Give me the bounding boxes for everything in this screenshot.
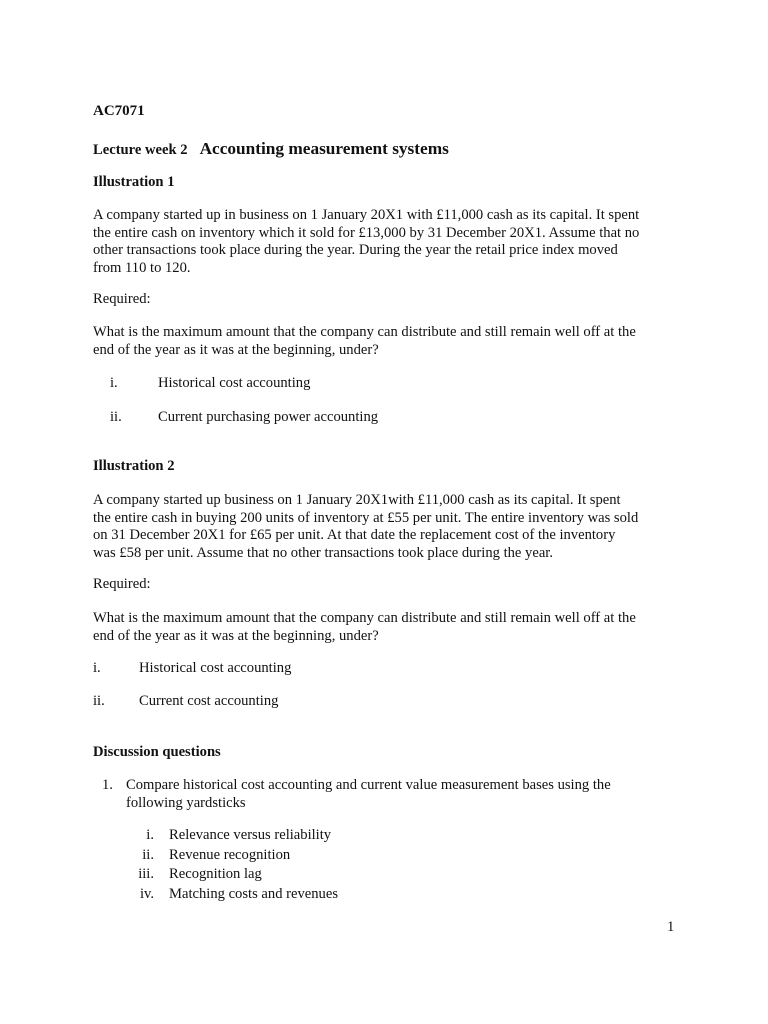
illustration-2-question: [93, 610, 683, 645]
list-item-number: ii.: [110, 409, 122, 425]
illustration-2-required: Required:: [93, 576, 151, 592]
paragraph-line: the entire cash on inventory which it sold for £13,000 by 31 December 20X1. Assume that no: [93, 224, 640, 241]
question-line: following yardsticks: [126, 794, 246, 811]
paragraph-line: A company started up business on 1 January 20X1with £11,000 cash as its capital. It spent: [93, 492, 621, 508]
paragraph-line: other transactions took place during the year. During the year the retail price index moved: [93, 242, 618, 258]
sub-list-item-number: iii.: [138, 866, 154, 882]
illustration-1-heading: Illustration 1: [93, 174, 175, 190]
list-item-text: Historical cost accounting: [139, 660, 292, 676]
sub-list-item-text: Recognition lag: [169, 866, 262, 882]
paragraph-line: A company started up in business on 1 January 20X1 with £11,000 cash as its capital. It spent: [93, 207, 640, 223]
list-item-number: i.: [110, 375, 118, 391]
illustration-1-question: [93, 324, 683, 359]
illustration-1-paragraph: [93, 207, 683, 277]
sub-list-item-text: Relevance versus reliability: [169, 827, 332, 843]
question-number: 1.: [102, 777, 113, 793]
question-line: What is the maximum amount that the company can distribute and still remain well off at the: [93, 324, 636, 340]
question-line: What is the maximum amount that the company can distribute and still remain well off at the: [93, 610, 636, 626]
sub-list-item-text: Revenue recognition: [169, 847, 291, 863]
illustration-2-heading: Illustration 2: [93, 458, 175, 474]
lecture-week: Lecture week 2: [93, 142, 188, 158]
list-item-number: ii.: [93, 693, 105, 709]
question-text: [126, 777, 666, 812]
lecture-title: Accounting measurement systems: [199, 139, 449, 158]
discussion-heading: Discussion questions: [93, 744, 221, 760]
sub-list-item-number: ii.: [142, 847, 154, 863]
list-item-number: i.: [93, 660, 101, 676]
list-item-text: Current purchasing power accounting: [158, 409, 379, 425]
page-number: 1: [667, 919, 675, 935]
paragraph-line: the entire cash in buying 200 units of inventory at £55 per unit. The entire inventory was sold: [93, 509, 639, 526]
sub-list-item-number: iv.: [139, 886, 154, 902]
course-code: AC7071: [93, 103, 145, 119]
list-item-text: Current cost accounting: [139, 693, 279, 709]
paragraph-line: on 31 December 20X1 for £65 per unit. At that date the replacement cost of the inventory: [93, 527, 616, 543]
illustration-2-paragraph: [93, 492, 683, 562]
sub-list-item-number: i.: [146, 827, 154, 843]
lecture-header: [93, 140, 449, 160]
paragraph-line: from 110 to 120.: [93, 259, 191, 276]
question-line: end of the year as it was at the beginning, under?: [93, 341, 379, 358]
question-line: end of the year as it was at the beginning, under?: [93, 627, 379, 644]
illustration-1-required: Required:: [93, 291, 151, 307]
paragraph-line: was £58 per unit. Assume that no other transactions took place during the year.: [93, 544, 554, 561]
list-item-text: Historical cost accounting: [158, 375, 311, 391]
question-line: Compare historical cost accounting and current value measurement bases using the: [126, 777, 611, 793]
sub-list-item-text: Matching costs and revenues: [169, 886, 338, 902]
